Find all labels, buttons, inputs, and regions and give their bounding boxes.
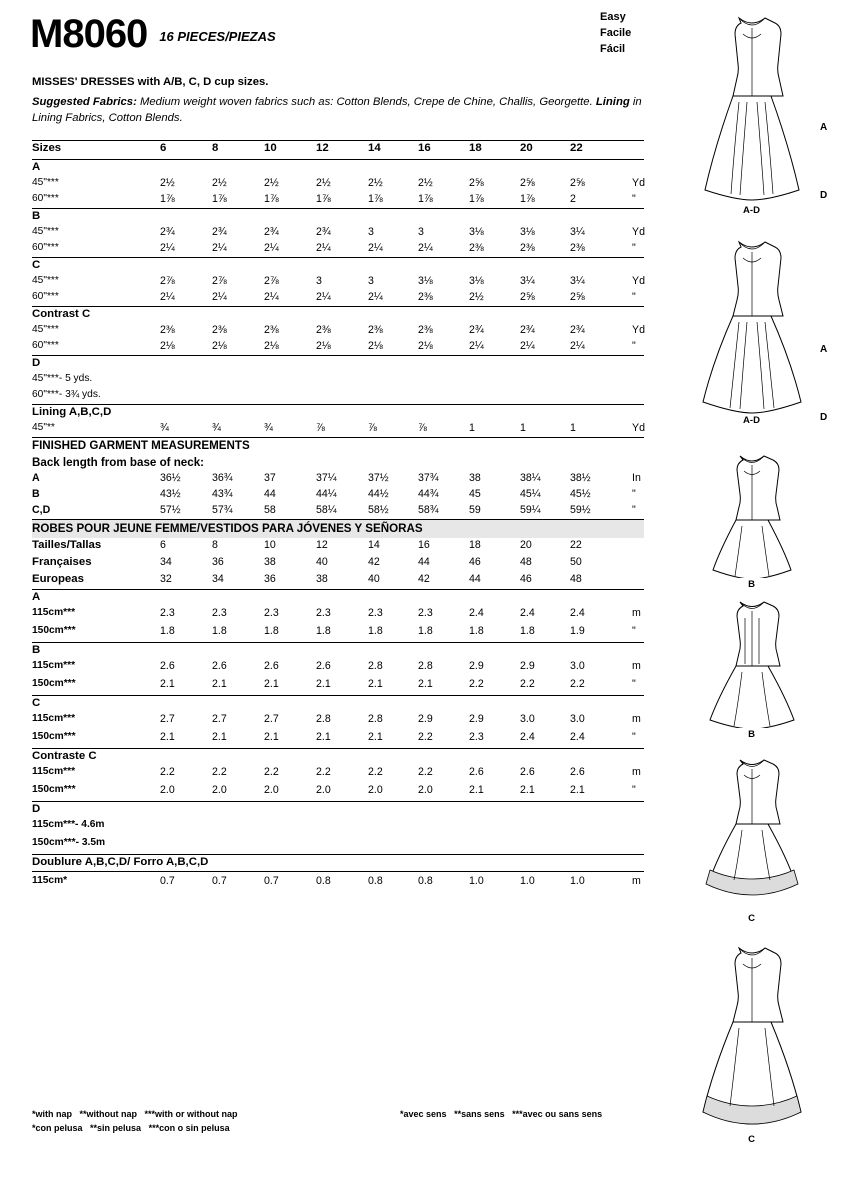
- figure-dress-1: [660, 6, 843, 216]
- line-drawings-panel: [660, 0, 843, 1183]
- figure-dress-6: [660, 938, 843, 1145]
- footnote-without-nap: **without nap: [79, 1109, 138, 1119]
- dress-short-b-back-drawing: [677, 594, 827, 728]
- footnote-avec-sens-group: [400, 1108, 602, 1122]
- dress-long-gown-drawing-2: [677, 232, 827, 414]
- yardage-table: [32, 140, 644, 890]
- sizes-label: Sizes: [32, 142, 62, 154]
- metric-group-header-contrast-c: Contraste C: [32, 748, 644, 765]
- table-row: C,D 57½ 57¾ 58 58¼ 58½ 58¾ 59 59¼ 59½ ": [32, 504, 636, 516]
- footnote-con-o-sin-pelusa: ***con o sin pelusa: [148, 1122, 230, 1133]
- metric-group-header-d: D: [32, 801, 644, 818]
- size-col: 20: [520, 142, 533, 154]
- figure-caption: A-D: [743, 415, 760, 426]
- difficulty-en: Easy: [600, 11, 626, 23]
- size-col: 10: [264, 142, 277, 154]
- table-row: A 36½ 36¾ 37 37¼ 37½ 37¾ 38 38¼ 38½ In: [32, 472, 641, 484]
- table-row: 115cm*** 2.2 2.2 2.2 2.2 2.2 2.2 2.6 2.6 2.6 m: [32, 766, 641, 778]
- table-row: 150cm***- 3.5m: [32, 837, 106, 848]
- figure-dress-4: [660, 594, 843, 740]
- metric-group-header-c: C: [32, 695, 644, 712]
- table-row: 45"***- 5 yds.: [32, 373, 93, 384]
- footnote-avec-sens: *avec sens: [400, 1109, 447, 1119]
- figure-caption: B: [748, 579, 755, 590]
- dress-long-c-contrast-drawing: [677, 938, 827, 1133]
- figure-side-label-a2: A: [820, 344, 828, 355]
- size-col: 16: [418, 142, 431, 154]
- footnote-line-en: [32, 1108, 644, 1122]
- table-row: 150cm*** 2.1 2.1 2.1 2.1 2.1 2.1 2.2 2.2 2.2 ": [32, 678, 636, 690]
- table-row: 115cm*** 2.6 2.6 2.6 2.6 2.8 2.8 2.9 2.9 3.0 m: [32, 660, 641, 672]
- table-row: 150cm*** 1.8 1.8 1.8 1.8 1.8 1.8 1.8 1.8 1.9 ": [32, 625, 636, 637]
- metric-group-header-a: A: [32, 589, 644, 606]
- table-row: 150cm*** 2.0 2.0 2.0 2.0 2.0 2.0 2.1 2.1 2.1 ": [32, 784, 636, 796]
- table-row: 60"*** 2⅛ 2⅛ 2⅛ 2⅛ 2⅛ 2⅛ 2¼ 2¼ 2¼ ": [32, 340, 636, 352]
- table-row: Europeas 32 34 36 38 40 42 44 46 48: [32, 573, 582, 585]
- table-row: 45"*** 2½ 2½ 2½ 2½ 2½ 2½ 2⅝ 2⅝ 2⅝ Yd: [32, 177, 645, 189]
- footnote-with-or-without-nap: ***with or without nap: [144, 1109, 238, 1119]
- footnote-avec-ou-sans-sens: ***avec ou sans sens: [512, 1109, 603, 1119]
- table-row: 115cm* 0.7 0.7 0.7 0.8 0.8 0.8 1.0 1.0 1.0 m: [32, 871, 644, 890]
- lining-label: Lining: [595, 96, 630, 109]
- group-header-b: B: [32, 208, 644, 225]
- group-header-contrast-c: Contrast C: [32, 306, 644, 323]
- size-col: 8: [212, 142, 219, 154]
- table-row: 60"*** 1⅞ 1⅞ 1⅞ 1⅞ 1⅞ 1⅞ 1⅞ 1⅞ 2 ": [32, 193, 636, 205]
- footnote-sans-sens: **sans sens: [454, 1109, 505, 1119]
- table-row: B 43½ 43¾ 44 44¼ 44½ 44¾ 45 45¼ 45½ ": [32, 488, 636, 500]
- footnote-line-es: [32, 1122, 644, 1136]
- finished-measurements-title: FINISHED GARMENT MEASUREMENTS: [32, 437, 644, 455]
- table-row: 115cm*** 2.3 2.3 2.3 2.3 2.3 2.3 2.4 2.4 2.4 m: [32, 607, 641, 619]
- dress-long-gown-drawing: [677, 6, 827, 204]
- table-row: 150cm*** 2.1 2.1 2.1 2.1 2.1 2.2 2.3 2.4 2.4 ": [32, 731, 636, 743]
- figure-dress-2: [660, 232, 843, 426]
- pattern-number: M8060: [30, 12, 148, 56]
- garment-description: MISSES' DRESSES with A/B, C, D cup sizes.: [32, 76, 269, 88]
- finished-measurements-subtitle: Back length from base of neck:: [32, 456, 205, 469]
- figure-caption: C: [748, 913, 755, 924]
- table-row: 60"*** 2¼ 2¼ 2¼ 2¼ 2¼ 2⅜ 2½ 2⅝ 2⅝ ": [32, 291, 636, 303]
- dress-short-b-drawing: [677, 448, 827, 578]
- figure-dress-3: [660, 448, 843, 590]
- figure-caption: C: [748, 1134, 755, 1145]
- group-header-lining: Lining A,B,C,D: [32, 404, 644, 421]
- metric-group-header-b: B: [32, 642, 644, 659]
- table-row: 45"** ¾ ¾ ¾ ⅞ ⅞ ⅞ 1 1 1 Yd: [32, 422, 645, 434]
- figure-side-label-d2: D: [820, 412, 828, 423]
- header: [30, 12, 630, 57]
- size-col: 12: [316, 142, 329, 154]
- metric-group-header-lining: Doublure A,B,C,D/ Forro A,B,C,D: [32, 854, 644, 871]
- table-row: Tailles/Tallas 6 8 10 12 14 16 18 20 22: [32, 539, 582, 551]
- fabrics-text: Medium weight woven fabrics such as: Cotton Blends, Crepe de Chine, Challis, Georgette.: [136, 96, 596, 109]
- table-row: 45"*** 2⅜ 2⅜ 2⅜ 2⅜ 2⅜ 2⅜ 2¾ 2¾ 2¾ Yd: [32, 324, 645, 336]
- footnote-con-pelusa: *con pelusa: [32, 1122, 83, 1133]
- lining-text: in Lining Fabrics, Cotton Blends.: [32, 96, 642, 125]
- size-col: 22: [570, 142, 583, 154]
- spine-text: [0, 775, 1, 975]
- pieces-count: 16 PIECES/PIEZAS: [159, 29, 276, 44]
- bilingual-banner: ROBES POUR JEUNE FEMME/VESTIDOS PARA JÓVENES Y SEÑORAS: [32, 519, 644, 538]
- table-header-row: [32, 140, 644, 159]
- fabrics-label: Suggested Fabrics:: [32, 96, 137, 109]
- table-row: 115cm***- 4.6m: [32, 819, 105, 830]
- footnotes: [32, 1108, 644, 1136]
- figure-side-label-d: D: [820, 190, 828, 201]
- footnote-sin-pelusa: **sin pelusa: [90, 1122, 142, 1133]
- table-row: 45"*** 2⅞ 2⅞ 2⅞ 3 3 3⅛ 3⅛ 3¼ 3¼ Yd: [32, 275, 645, 287]
- size-col: 18: [469, 142, 482, 154]
- figure-caption: A-D: [743, 205, 760, 216]
- table-row: 115cm*** 2.7 2.7 2.7 2.8 2.8 2.9 2.9 3.0 3.0 m: [32, 713, 641, 725]
- table-row: 60"*** 2¼ 2¼ 2¼ 2¼ 2¼ 2¼ 2⅜ 2⅜ 2⅜ ": [32, 242, 636, 254]
- figure-dress-5: [660, 752, 843, 924]
- table-row: 45"*** 2¾ 2¾ 2¾ 2¾ 3 3 3⅛ 3⅛ 3¼ Yd: [32, 226, 645, 238]
- footnote-with-nap: *with nap: [32, 1109, 72, 1119]
- intro-block: [32, 74, 644, 126]
- table-row: 60"***- 3¾ yds.: [32, 389, 101, 400]
- group-header-d: D: [32, 355, 644, 372]
- suggested-fabrics: [32, 94, 644, 126]
- figure-side-label-a: A: [820, 122, 828, 133]
- size-col: 6: [160, 142, 167, 154]
- group-header-c: C: [32, 257, 644, 274]
- dress-highlow-c-drawing: [677, 752, 827, 912]
- difficulty-fr: Facile: [600, 26, 632, 39]
- figure-caption: B: [748, 729, 755, 740]
- size-col: 14: [368, 142, 381, 154]
- table-row: Françaises 34 36 38 40 42 44 46 48 50: [32, 556, 582, 568]
- group-header-a: A: [32, 159, 644, 176]
- difficulty-es: Fácil: [600, 42, 626, 55]
